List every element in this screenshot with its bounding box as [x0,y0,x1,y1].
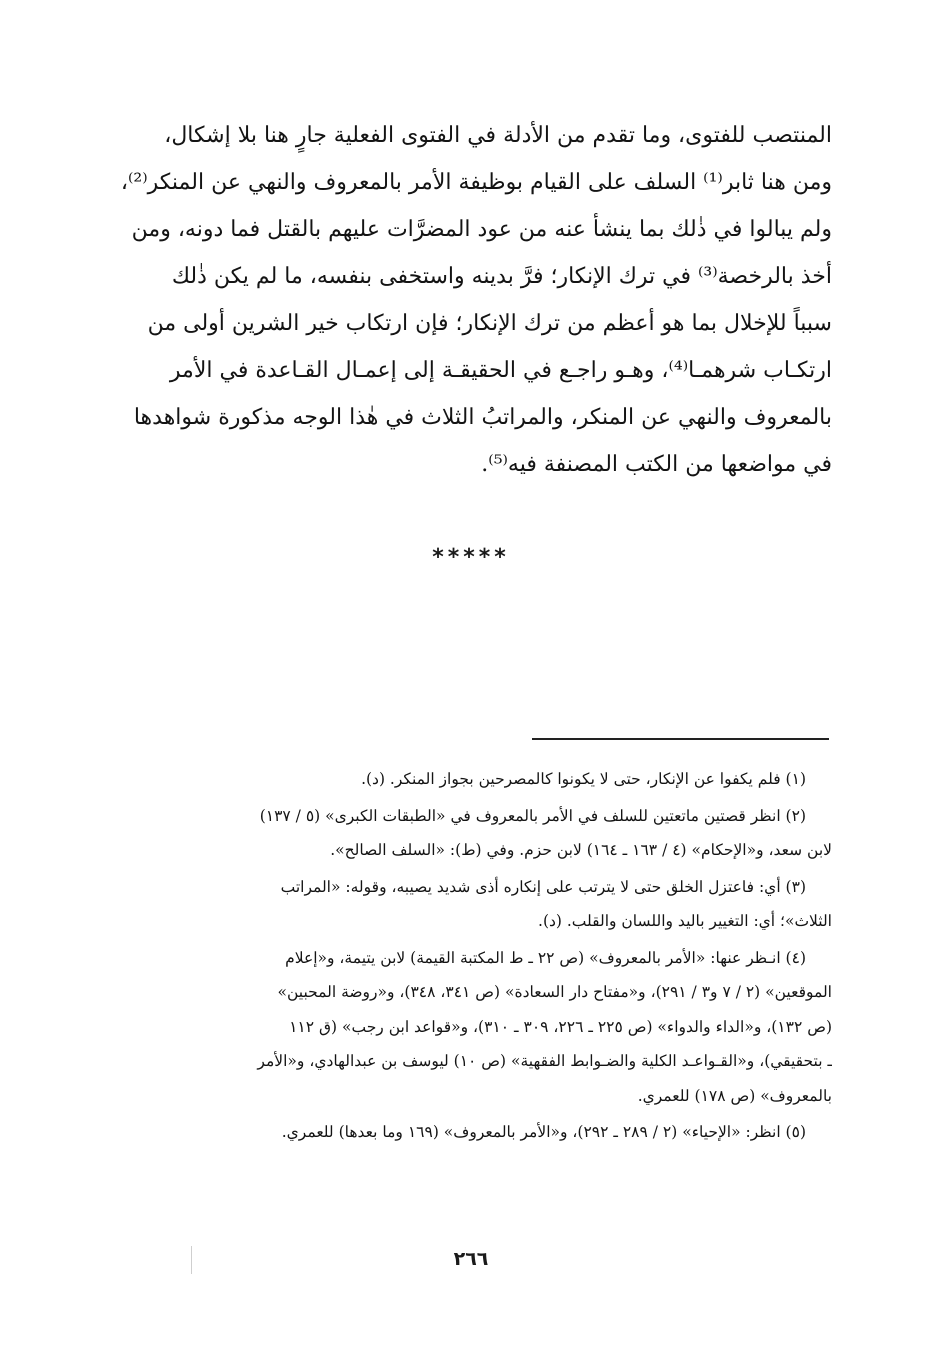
footnote-line: (٤) انـظر عنها: «الأمر بالمعروف» (ص ٢٢ ـ ط المكتبة القيمة) لابن يتيمة، و«إعلام [285,948,806,967]
main-text-line: في مواضعها من الكتب المصنفة فيه⁽⁵⁾. [481,452,832,477]
footnote-line: (١) فلم يكفوا عن الإنكار، حتى لا يكونوا كالمصرحين بجواز المنكر. (د). [361,770,806,788]
section-separator: ***** [432,545,510,570]
footnote-line: الثلاث»؛ أي: التغيير باليد واللسان والقلب. (د). [538,912,832,930]
footnote-line: لابن سعد، و«الإحكام» (٤ / ١٦٣ ـ ١٦٤) لابن حزم. وفي (ط): «السلف الصالح». [330,841,832,859]
page-number: ٢٦٦ [453,1248,489,1270]
footnote-5 [110,1115,832,1150]
footnote-line: (ص ١٣٢)، و«الداء والدواء» (ص ٢٢٥ ـ ٢٢٦، ٣٠٩ ـ ٣١٠)، و«قواعد ابن رجب» (ق ١١٢ [289,1017,832,1036]
main-text-line: أخذ بالرخصة⁽³⁾ في ترك الإنكار؛ فرَّ بدينه واستخفى بنفسه، ما لم يكن ذٰلك [171,264,832,289]
footnote-line: (٣) أي: فاعتزل الخلق حتى لا يترتب على إنكاره أذى شديد يصيبه، وقوله: «المراتب [280,877,806,896]
footnote-2 [110,799,832,868]
footnote-line: (٢) انظر قصتين ماتعتين للسلف في الأمر بالمعروف في «الطبقات الكبرى» (٥ / ١٣٧) [259,806,806,825]
footnote-1 [110,762,832,797]
main-text-line: ولم يبالوا في ذٰلك بما ينشأ عنه من عود المضرَّات عليهم بالقتل فما دونه، ومن [131,217,832,242]
footnote-3 [110,870,832,939]
main-text-line: سبباً للإخلال بما هو أعظم من ترك الإنكار؛ فإن ارتكاب خير الشرين أولى من [147,311,832,336]
main-text-line: بالمعروف والنهي عن المنكر، والمراتبُ الثلاث في هٰذا الوجه مذكورة شواهدها [133,405,832,430]
main-text-line: ارتكـاب شرهمـا⁽⁴⁾، وهـو راجـع في الحقيقـة إلى إعمـال القـاعدة في الأمر [169,358,832,383]
footnote-4 [110,941,832,1114]
footnote-line: الموقعين» (٢ / ٧ و٣ / ٢٩١)، و«مفتاح دار السعادة» (ص ٣٤١، ٣٤٨)، و«روضة المحبين» [277,983,832,1001]
footnote-line: ـ بتحقيقي)، و«القـواعـد الكلية والضـوابط الفقهية» (ص ١٠) ليوسف بن عبدالهادي، و«الأمر [257,1052,832,1070]
main-text-line: ومن هنا ثابر⁽¹⁾ السلف على القيام بوظيفة الأمر بالمعروف والنهي عن المنكر⁽²⁾، [120,170,832,195]
footnote-line: بالمعروف» (ص ١٧٨) للعمري. [637,1086,832,1105]
footnote-divider [532,738,829,740]
footnotes-block [110,762,832,1150]
footnote-line: (٥) انظر: «الإحياء» (٢ / ٢٨٩ ـ ٢٩٢)، و«الأمر بالمعروف» (١٦٩ وما بعدها) للعمري. [281,1123,806,1141]
main-text-block [110,112,832,488]
main-text-line: المنتصب للفتوى، وما تقدم من الأدلة في الفتوى الفعلية جارٍ هنا بلا إشكال، [164,123,832,148]
